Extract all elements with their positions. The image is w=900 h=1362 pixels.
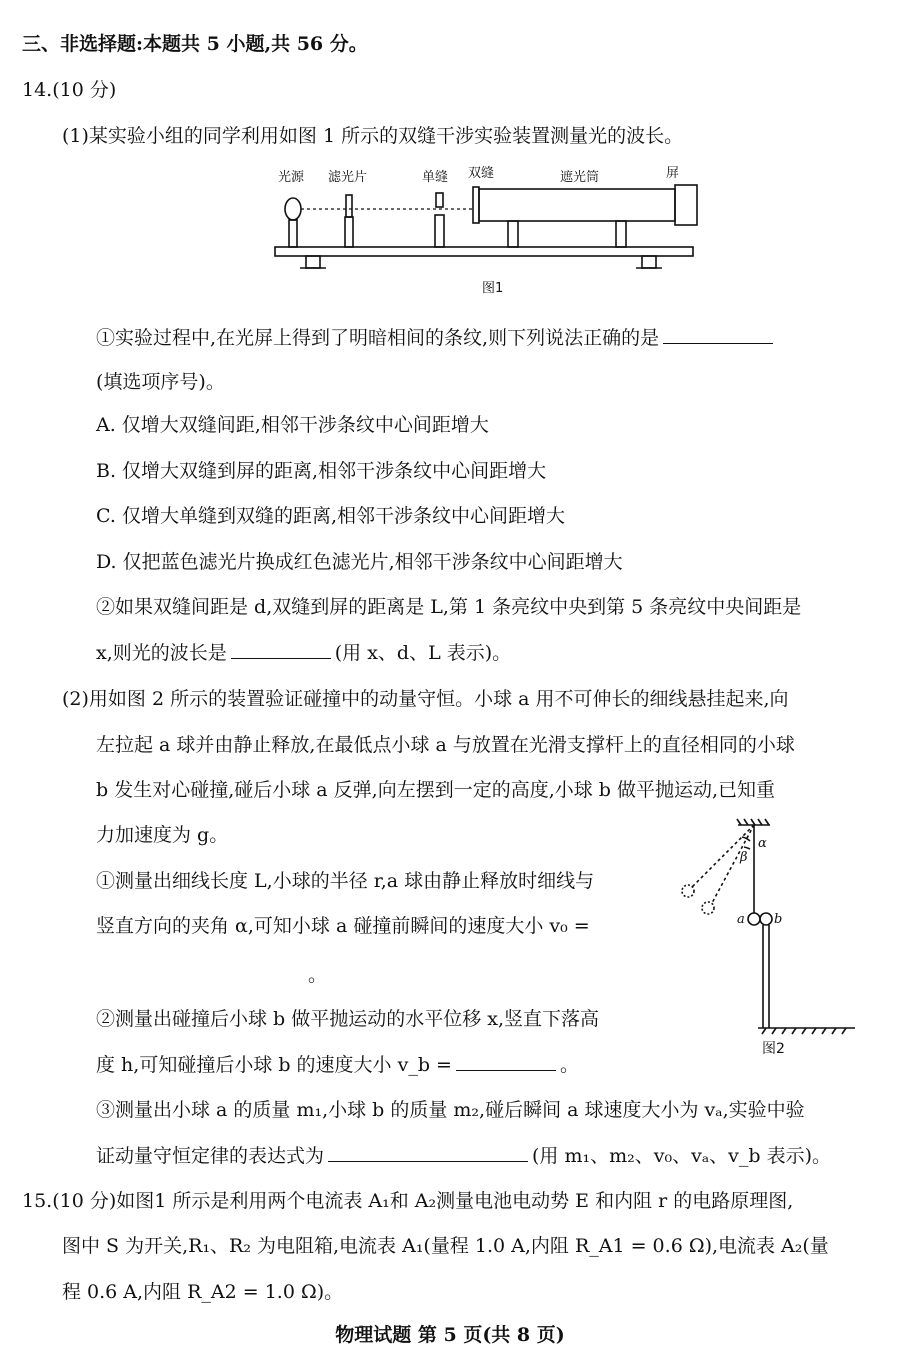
- ball-a-label: a: [737, 912, 745, 927]
- figure-2-caption: 图2: [762, 1041, 785, 1057]
- q14-1-1-line2: (填选项序号)。: [96, 371, 225, 393]
- string-rebound-position: [712, 825, 754, 903]
- q14-2-1-line1: ①测量出细线长度 L,小球的半径 r,a 球由静止释放时细线与: [96, 870, 595, 892]
- q14-1-2-line2: [96, 640, 511, 666]
- figure-1-double-slit-apparatus: [270, 165, 710, 295]
- optical-bench: [275, 247, 693, 256]
- screen: [675, 185, 697, 225]
- label-single-slit: 单缝: [422, 170, 449, 185]
- q14-2-3-suffix: (用 m₁、m₂、v₀、vₐ、v_b 表示)。: [532, 1145, 831, 1167]
- q14-1-1-text: ①实验过程中,在光屏上得到了明暗相间的条纹,则下列说法正确的是: [96, 327, 660, 349]
- option-d: D. 仅把蓝色滤光片换成红色滤光片,相邻干涉条纹中心间距增大: [96, 551, 623, 573]
- q14-1-2-text: x,则光的波长是: [96, 642, 227, 664]
- page-footer: 物理试题 第 5 页(共 8 页): [335, 1324, 565, 1346]
- double-slit: [473, 187, 479, 223]
- q14-1-2-line1: ②如果双缝间距是 d,双缝到屏的距离是 L,第 1 条亮纹中央到第 5 条亮纹中央间距是: [96, 596, 802, 618]
- q14-part1-intro: (1)某实验小组的同学利用如图 1 所示的双缝干涉实验装置测量光的波长。: [62, 125, 684, 147]
- single-slit: [436, 193, 443, 207]
- q14-2-2-line2: [96, 1052, 579, 1078]
- light-shield-tube: [479, 189, 675, 221]
- q14-2-3-text: 证动量守恒定律的表达式为: [96, 1145, 325, 1167]
- ball-a-rebound: [702, 902, 714, 914]
- q14-2-2-line1: ②测量出碰撞后小球 b 做平抛运动的水平位移 x,竖直下落高: [96, 1008, 600, 1030]
- angle-beta-label: β: [740, 850, 748, 865]
- q14-2-2-text: 度 h,可知碰撞后小球 b 的速度大小 v_b =: [96, 1054, 452, 1076]
- answer-blank-4[interactable]: [456, 1052, 556, 1071]
- light-source-bulb: [285, 198, 301, 220]
- option-b: B. 仅增大双缝到屏的距离,相邻干涉条纹中心间距增大: [96, 460, 547, 482]
- q14-2-1-end: 。: [308, 964, 328, 986]
- q14-number: 14.(10 分): [22, 79, 117, 101]
- answer-blank-1[interactable]: [663, 325, 773, 344]
- figure-2-pendulum-apparatus: [670, 815, 870, 1055]
- q15-line2: 图中 S 为开关,R₁、R₂ 为电阻箱,电流表 A₁(量程 1.0 A,内阻 R_A1 = 0.6 Ω),电流表 A₂(量: [62, 1235, 829, 1257]
- ball-b: [760, 913, 772, 925]
- ball-a: [748, 913, 760, 925]
- section-heading: 三、非选择题:本题共 5 小题,共 56 分。: [22, 33, 368, 55]
- answer-blank-5[interactable]: [328, 1143, 528, 1162]
- q14-2-3-line1: ③测量出小球 a 的质量 m₁,小球 b 的质量 m₂,碰后瞬间 a 球速度大小为 vₐ,实验中验: [96, 1099, 805, 1121]
- q14-part2-line4: 力加速度为 g。: [96, 824, 229, 846]
- q14-2-3-line2: [96, 1143, 831, 1169]
- q14-part2-line2: 左拉起 a 球并由静止释放,在最低点小球 a 与放置在光滑支撑杆上的直径相同的小球: [96, 734, 795, 756]
- q15-line3: 程 0.6 A,内阻 R_A2 = 1.0 Ω)。: [62, 1281, 344, 1303]
- q14-2-1-line2: 竖直方向的夹角 α,可知小球 a 碰撞前瞬间的速度大小 v₀ =: [96, 915, 590, 937]
- q14-part2-line1: (2)用如图 2 所示的装置验证碰撞中的动量守恒。小球 a 用不可伸长的细线悬挂起来,向: [62, 688, 789, 710]
- option-a: A. 仅增大双缝间距,相邻干涉条纹中心间距增大: [96, 414, 489, 436]
- q14-1-1-line1: [96, 325, 773, 351]
- ball-b-label: b: [774, 912, 783, 927]
- q14-2-1-line3: [308, 962, 328, 988]
- label-screen: 屏: [666, 166, 680, 181]
- ball-a-released: [682, 885, 694, 897]
- label-shield-tube: 遮光筒: [560, 170, 600, 185]
- answer-blank-2[interactable]: [231, 640, 331, 659]
- q14-part2-line3: b 发生对心碰撞,碰后小球 a 反弹,向左摆到一定的高度,小球 b 做平抛运动,已知重: [96, 779, 776, 801]
- q14-1-2-suffix: (用 x、d、L 表示)。: [334, 642, 512, 664]
- filter-lens: [346, 195, 352, 217]
- option-c: C. 仅增大单缝到双缝的距离,相邻干涉条纹中心间距增大: [96, 505, 565, 527]
- figure-1-caption: 图1: [482, 281, 504, 296]
- label-double-slit: 双缝: [468, 166, 495, 181]
- label-filter: 滤光片: [328, 170, 368, 185]
- angle-alpha-label: α: [758, 836, 767, 851]
- q14-2-2-end: 。: [559, 1054, 579, 1076]
- q15-line1: 15.(10 分)如图1 所示是利用两个电流表 A₁和 A₂测量电池电动势 E 和内阻 r 的电路原理图,: [22, 1190, 794, 1212]
- label-light-source: 光源: [278, 170, 305, 185]
